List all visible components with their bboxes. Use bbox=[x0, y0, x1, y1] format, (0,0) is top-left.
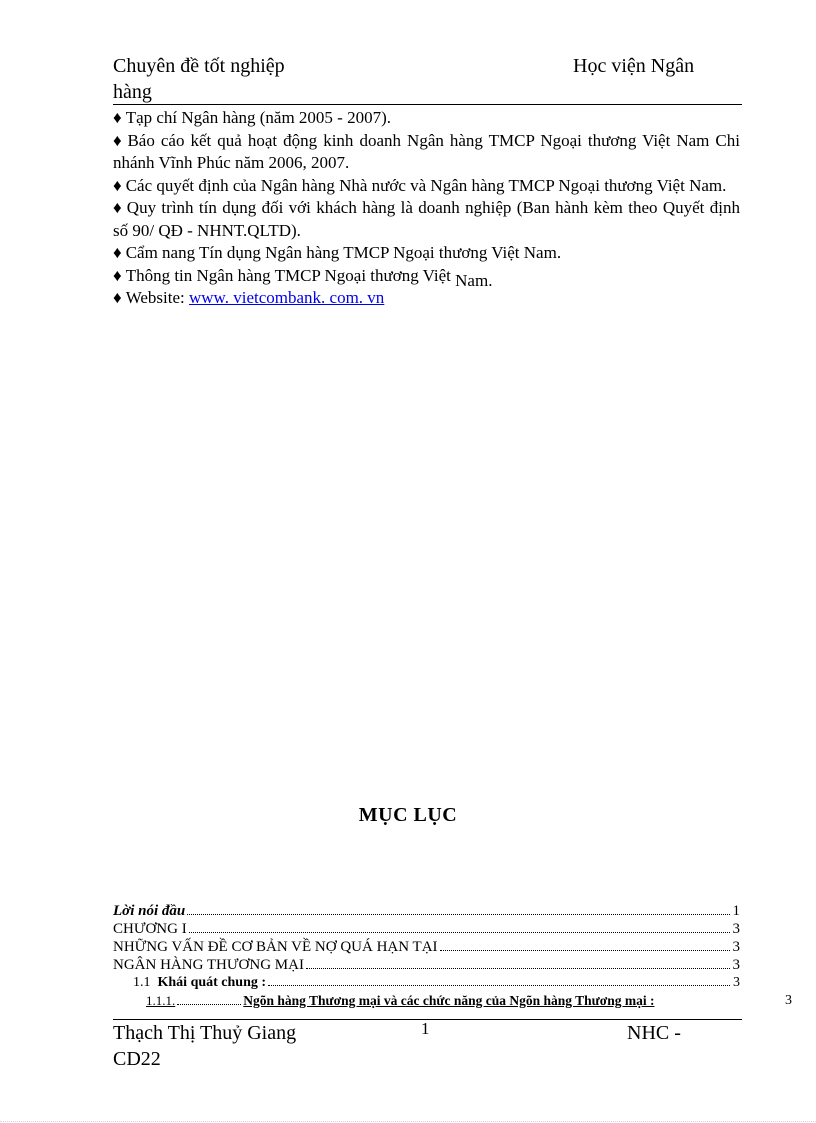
diamond-bullet-icon: ♦ bbox=[113, 130, 124, 150]
toc-entry[interactable] bbox=[113, 938, 740, 956]
toc-entry-title: CHƯƠNG I bbox=[113, 921, 187, 937]
footer-class: CD22 bbox=[113, 1048, 161, 1070]
footer-author: Thạch Thị Thuỷ Giang bbox=[113, 1022, 297, 1044]
reference-text: Báo cáo kết quả hoạt động kinh doanh Ngân hàng TMCP Ngoại thương Việt Nam Chi nhánh Vĩnh Phúc năm 2006, 2007. bbox=[113, 130, 740, 172]
toc-entry-page: 3 bbox=[732, 939, 740, 955]
reference-text: Cẩm nang Tín dụng Ngân hàng TMCP Ngoại thương Việt Nam. bbox=[125, 243, 562, 262]
header-rule bbox=[113, 104, 742, 105]
page-bottom-border bbox=[0, 1121, 816, 1122]
reference-item bbox=[113, 175, 740, 198]
toc-leader bbox=[306, 968, 730, 969]
reference-text: Quy trình tín dụng đối với khách hàng là doanh nghiệp (Ban hành kèm theo Quyết định số 90/ QĐ - NHNT.QLTD). bbox=[113, 198, 740, 240]
table-of-contents bbox=[113, 902, 792, 1010]
reference-text: Thông tin Ngân hàng TMCP Ngoại thương Việt bbox=[125, 265, 451, 285]
toc-entry-title: NHỮNG VẤN ĐỀ CƠ BẢN VỀ NỢ QUÁ HẠN TẠI bbox=[113, 939, 438, 955]
reference-text: Website: bbox=[125, 288, 185, 307]
toc-entry[interactable] bbox=[113, 956, 740, 974]
reference-list bbox=[113, 107, 740, 310]
footer-page-number: 1 bbox=[421, 1019, 430, 1038]
toc-entry-page: 3 bbox=[733, 975, 740, 990]
toc-entry-title: NGÂN HÀNG THƯƠNG MẠI bbox=[113, 957, 304, 973]
reference-item bbox=[113, 287, 740, 310]
toc-entry[interactable] bbox=[113, 902, 740, 920]
toc-entry-title: Khái quát chung : bbox=[157, 975, 267, 990]
toc-entry-page: 1 bbox=[732, 903, 740, 919]
toc-entry-page: 3 bbox=[732, 921, 740, 937]
toc-entry[interactable] bbox=[113, 992, 792, 1010]
toc-entry-number: 1.1 bbox=[133, 975, 151, 990]
header-left-line2: hàng bbox=[113, 81, 152, 103]
reference-item bbox=[113, 265, 740, 288]
toc-leader bbox=[177, 1004, 241, 1005]
diamond-bullet-icon: ♦ bbox=[113, 175, 122, 195]
reference-item bbox=[113, 242, 740, 265]
header-right: Học viện Ngân bbox=[573, 55, 695, 77]
diamond-bullet-icon: ♦ bbox=[113, 108, 122, 127]
toc-leader bbox=[187, 914, 730, 915]
toc-leader bbox=[268, 985, 730, 986]
toc-entry-title: Lời nói đầu bbox=[113, 903, 186, 919]
toc-entry-title: Ngõn hàng Thương mại và các chức năng của Ngõn hàng Thương mại : bbox=[243, 993, 655, 1008]
reference-text: Các quyết định của Ngân hàng Nhà nước và Ngân hàng TMCP Ngoại thương Việt Nam. bbox=[125, 175, 727, 195]
diamond-bullet-icon: ♦ bbox=[113, 265, 122, 285]
toc-entry[interactable] bbox=[113, 920, 740, 938]
toc-entry-page: 3 bbox=[732, 957, 740, 973]
toc-entry[interactable] bbox=[113, 974, 740, 992]
header-left-line1: Chuyên đề tốt nghiệp bbox=[113, 55, 285, 77]
footer-right: NHC - bbox=[627, 1022, 681, 1044]
reference-item bbox=[113, 130, 740, 175]
toc-leader bbox=[440, 950, 730, 951]
toc-entry-number: 1.1.1. bbox=[146, 993, 176, 1008]
reference-text: Tạp chí Ngân hàng (năm 2005 - 2007). bbox=[125, 108, 392, 127]
diamond-bullet-icon: ♦ bbox=[113, 198, 123, 217]
website-link[interactable]: www. vietcombank. com. vn bbox=[189, 288, 385, 307]
toc-title: MỤC LỤC bbox=[358, 804, 458, 826]
reference-text-tail: Nam. bbox=[455, 270, 493, 290]
toc-entry-page: 3 bbox=[785, 993, 792, 1008]
toc-leader bbox=[189, 932, 730, 933]
reference-item bbox=[113, 107, 740, 130]
reference-item bbox=[113, 197, 740, 242]
diamond-bullet-icon: ♦ bbox=[113, 288, 122, 307]
diamond-bullet-icon: ♦ bbox=[113, 243, 122, 262]
